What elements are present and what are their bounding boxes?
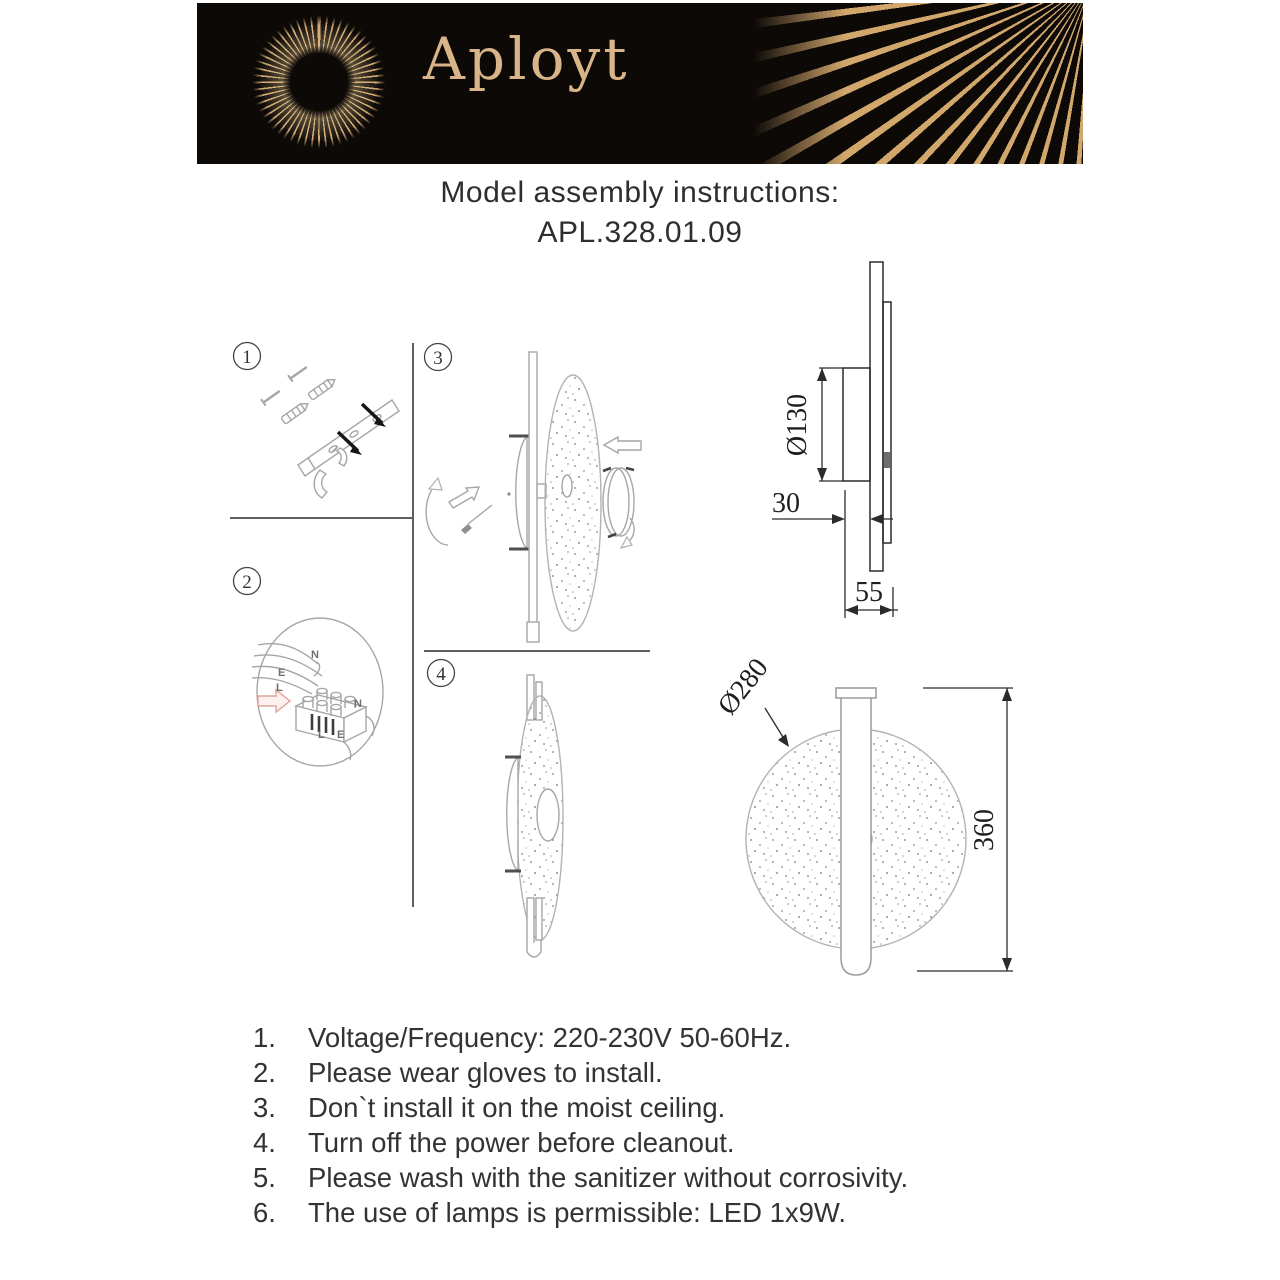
instruction-item — [253, 1020, 908, 1055]
step-4-number: 4 — [436, 664, 446, 685]
instruction-text: Turn off the power before cleanout. — [308, 1127, 735, 1158]
step-3-number: 3 — [433, 348, 443, 369]
instruction-number: 4. — [253, 1127, 276, 1158]
page-title: Model assembly instructions: — [440, 176, 840, 209]
instruction-number: 2. — [253, 1057, 276, 1088]
instruction-item — [253, 1195, 908, 1230]
step-1-number: 1 — [242, 347, 252, 368]
brand-banner — [197, 3, 1083, 164]
wire-label-e-left: E — [278, 667, 286, 679]
step-badges — [234, 343, 455, 687]
step-2-number: 2 — [242, 572, 252, 593]
wire-label-n-right: N — [354, 698, 362, 710]
instruction-list — [253, 1020, 908, 1230]
step-3-exploded-drawing — [426, 352, 641, 642]
instruction-text: Voltage/Frequency: 220-230V 50-60Hz. — [308, 1022, 792, 1053]
step-4-assembled-drawing — [505, 675, 563, 957]
dim-side-depth: 30 — [772, 488, 800, 519]
instruction-item — [253, 1090, 908, 1125]
front-view-dimension-drawing — [712, 653, 1013, 975]
instruction-text: Please wash with the sanitizer without corrosivity. — [308, 1162, 909, 1193]
wire-label-l-bottom: L — [318, 729, 325, 741]
instruction-item — [253, 1125, 908, 1160]
title-block — [0, 176, 1280, 250]
instruction-text: Don`t install it on the moist ceiling. — [308, 1092, 726, 1123]
dim-front-height: 360 — [969, 809, 1000, 851]
instruction-number: 1. — [253, 1022, 276, 1053]
dim-side-total-depth: 55 — [855, 577, 883, 608]
assembly-diagram — [190, 250, 1090, 1020]
model-number: APL.328.01.09 — [537, 216, 743, 249]
instruction-number: 5. — [253, 1162, 276, 1193]
instruction-item — [253, 1055, 908, 1090]
instruction-item — [253, 1160, 908, 1195]
corner-rays-decoration-icon — [753, 3, 1083, 164]
insert-arrow-icon — [258, 690, 290, 712]
starburst-logo-icon — [235, 3, 403, 164]
wire-label-e-bottom: E — [337, 729, 345, 741]
dim-front-diameter: Ø280 — [711, 652, 775, 721]
step-2-wiring-drawing — [252, 618, 383, 766]
instruction-text: The use of lamps is permissible: LED 1x9W. — [308, 1197, 846, 1228]
wire-label-n-top: N — [311, 649, 319, 661]
brand-name: Aployt — [423, 25, 630, 93]
side-view-dimension-drawing — [772, 262, 898, 618]
dim-side-diameter: Ø130 — [782, 393, 813, 457]
instruction-text: Please wear gloves to install. — [308, 1057, 663, 1088]
step-1-bracket-drawing — [261, 364, 399, 498]
wire-label-l-left: L — [276, 682, 283, 694]
instruction-number: 3. — [253, 1092, 276, 1123]
instruction-number: 6. — [253, 1197, 276, 1228]
